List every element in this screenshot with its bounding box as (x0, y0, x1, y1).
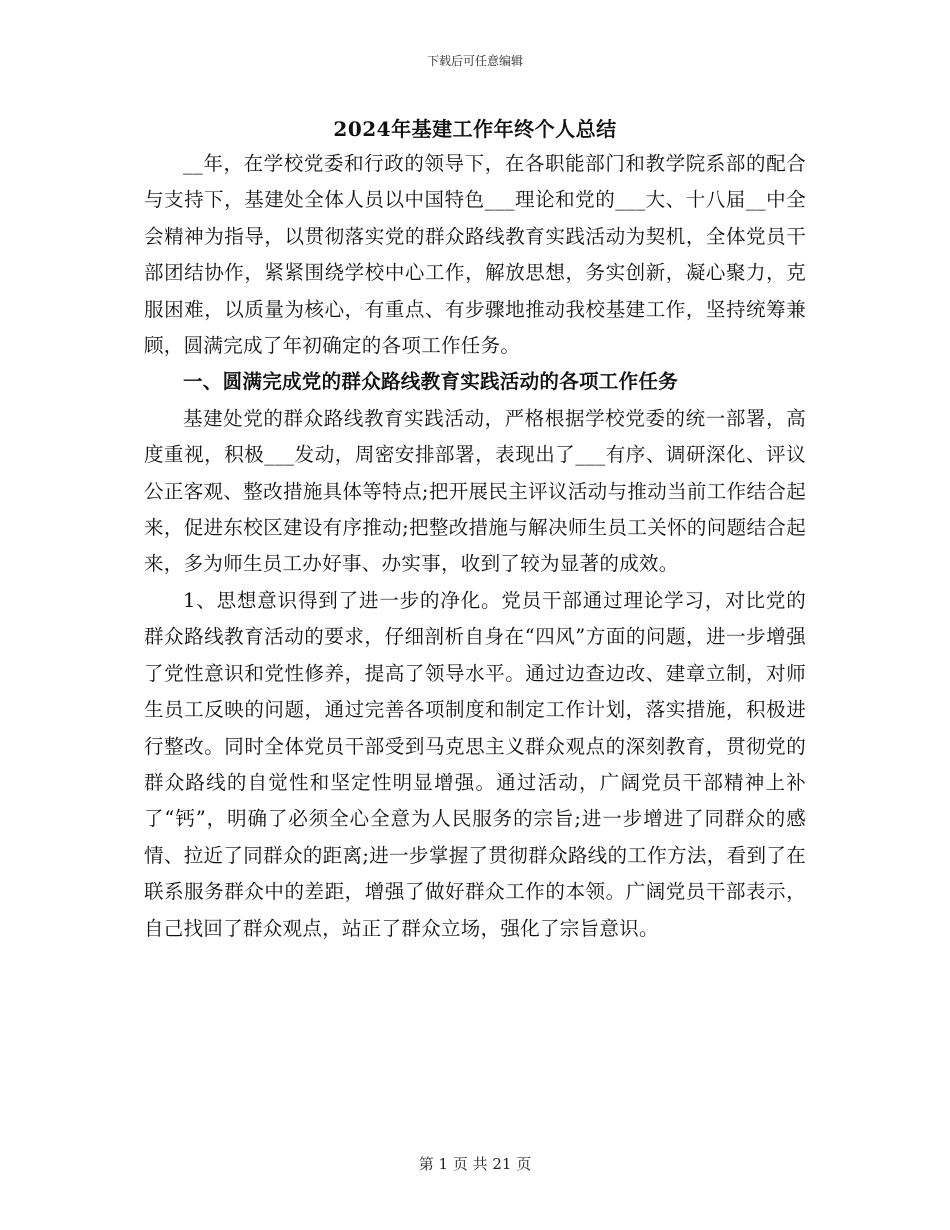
section1-paragraph: 基建处党的群众路线教育实践活动，严格根据学校党委的统一部署，高度重视，积极___发动，周密安排部署，表现出了___有序、调研深化、评议公正客观、整改措施具体等特点;把开展民主评议活动与推动当前工作结合起来，促进东校区建设有序推动;把整改措施与解决师生员工关怀的问题结合起来，多为师生员工办好事、办实事，收到了较为显著的成效。 (144, 406, 806, 576)
document-body (144, 112, 806, 947)
item1-paragraph: 1、思想意识得到了进一步的净化。党员干部通过理论学习，对比党的群众路线教育活动的要求，仔细剖析自身在“四风”方面的问题，进一步增强了党性意识和党性修养，提高了领导水平。通过边查边改、建章立制，对师生员工反映的问题，通过完善各项制度和制定工作计划，落实措施，积极进行整改。同时全体党员干部受到马克思主义群众观点的深刻教育，贯彻党的群众路线的自觉性和坚定性明显增强。通过活动，广阔党员干部精神上补了“钙”，明确了必须全心全意为人民服务的宗旨;进一步增进了同群众的感情、拉近了同群众的距离;进一步掌握了贯彻群众路线的工作方法，看到了在联系服务群众中的差距，增强了做好群众工作的本领。广阔党员干部表示，自己找回了群众观点，站正了群众立场，强化了宗旨意识。 (144, 588, 806, 940)
intro-paragraph: __年，在学校党委和行政的领导下，在各职能部门和教学院系部的配合与支持下，基建处全体人员以中国特色___理论和党的___大、十八届__中全会精神为指导，以贯彻落实党的群众路线教育实践活动为契机，全体党员干部团结协作，紧紧围绕学校中心工作，解放思想，务实创新，凝心聚力，克服困难，以质量为核心，有重点、有步骤地推动我校基建工作，坚持统筹兼顾，圆满完成了年初确定的各项工作任务。 (144, 152, 806, 358)
section-heading-1: 一、圆满完成党的群众路线教育实践活动的各项工作任务 (183, 370, 679, 394)
page-number-footer: 第 1 页 共 21 页 (418, 1155, 532, 1173)
document-title: 2024年基建工作年终个人总结 (333, 117, 617, 141)
page-header-note: 下载后可任意编辑 (426, 54, 523, 68)
